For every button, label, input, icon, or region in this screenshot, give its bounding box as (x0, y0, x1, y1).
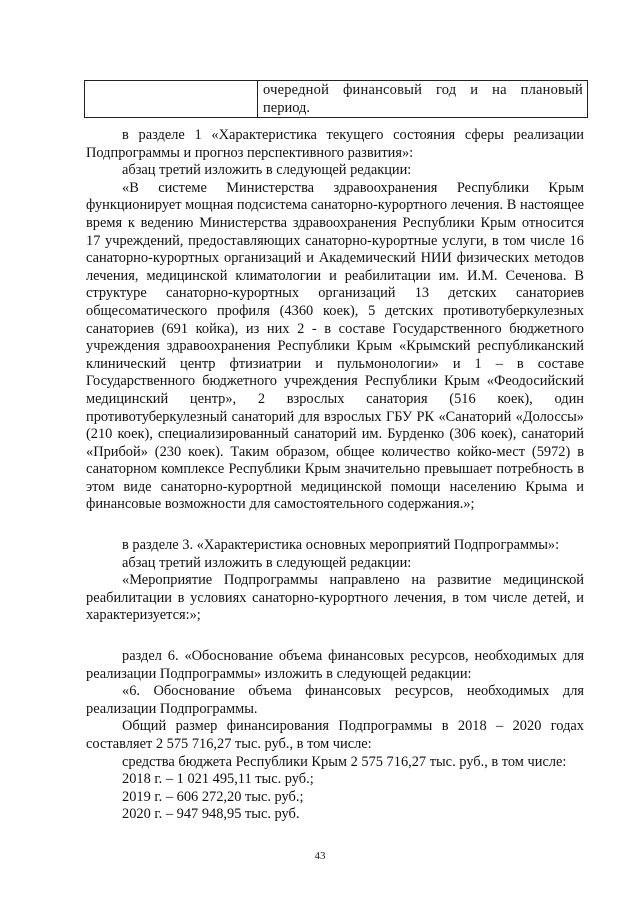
paragraph: Общий размер финансирования Подпрограммы в 2018 – 2020 годах составляет 2 575 716,27 тыс. руб., в том числе: (86, 718, 584, 752)
table-row (85, 81, 588, 118)
paragraph: раздел 6. «Обоснование объема финансовых ресурсов, необходимых для реализации Подпрограммы» изложить в следующей редакции: (86, 648, 584, 682)
paragraph-gap (86, 514, 584, 537)
document-body (86, 127, 584, 824)
paragraph: 2019 г. – 606 272,20 тыс. руб.; (122, 788, 304, 805)
paragraph: в разделе 1 «Характеристика текущего состояния сферы реализации Подпрограммы и прогноз перспективного развития»: (86, 127, 584, 161)
paragraph: «Мероприятие Подпрограммы направлено на развитие медицинской реабилитации в условиях санаторно-курортного лечения, в том числе детей, и характеризуется:»; (86, 572, 584, 624)
paragraph: «В системе Министерства здравоохранения Республики Крым функционирует мощная подсистема санаторно-курортного лечения. В настоящее время к ведению Министерства здравоохранения Республики Крым относится 17 учреждений, предоставляющих санаторно-курортные услуги, в том числе 16 санаторно-курортных организаций и Академический НИИ физических методов лечения, медицинской климатологии и реабилитации им. И.М. Сеченова. В структуре санаторно-курортных организаций 13 детских санаториев общесоматического профиля (4360 коек), 5 детских противотуберкулезных санаториев (691 койка), из них 2 - в составе Государственного бюджетного учреждения здравоохранения Республики Крым «Крымский республиканский клинический центр фтизиатрии и пульмонологии» и 1 – в составе Государственного бюджетного учреждения Республики Крым «Феодосийский медицинский центр», 2 взрослых санатория (516 коек), один противотуберкулезный санаторий для взрослых ГБУ РК «Санаторий «Долоссы» (210 коек), специализированный санаторий им. Бурденко (306 коек), санаторий «Прибой» (230 коек). Таким образом, общее количество койко-мест (5972) в санаторном комплексе Республики Крым значительно превышает потребность в этом виде санаторно-курортной медицинской помощи населению Крыма и финансовые возможности для самостоятельного содержания.»; (86, 179, 584, 513)
paragraph: 2018 г. – 1 021 495,11 тыс. руб.; (122, 771, 314, 788)
table-cell-empty (85, 81, 258, 118)
paragraph: средства бюджета Республики Крым 2 575 716,27 тыс. руб., в том числе: (122, 753, 567, 770)
page-number: 43 (314, 850, 326, 862)
continuation-table (84, 80, 588, 118)
paragraph: 2020 г. – 947 948,95 тыс. руб. (122, 806, 300, 823)
table-cell-line: очередной финансовый год и на плановый (263, 82, 583, 98)
table-cell-text (258, 81, 588, 118)
paragraph: в разделе 3. «Характеристика основных мероприятий Подпрограммы»: (122, 537, 560, 554)
paragraph: абзац третий изложить в следующей редакции: (122, 554, 412, 571)
paragraph-gap (86, 625, 584, 648)
paragraph: абзац третий изложить в следующей редакции: (122, 162, 412, 179)
table-cell-line: период. (263, 100, 311, 116)
paragraph: «6. Обоснование объема финансовых ресурсов, необходимых для реализации Подпрограммы. (86, 683, 584, 717)
